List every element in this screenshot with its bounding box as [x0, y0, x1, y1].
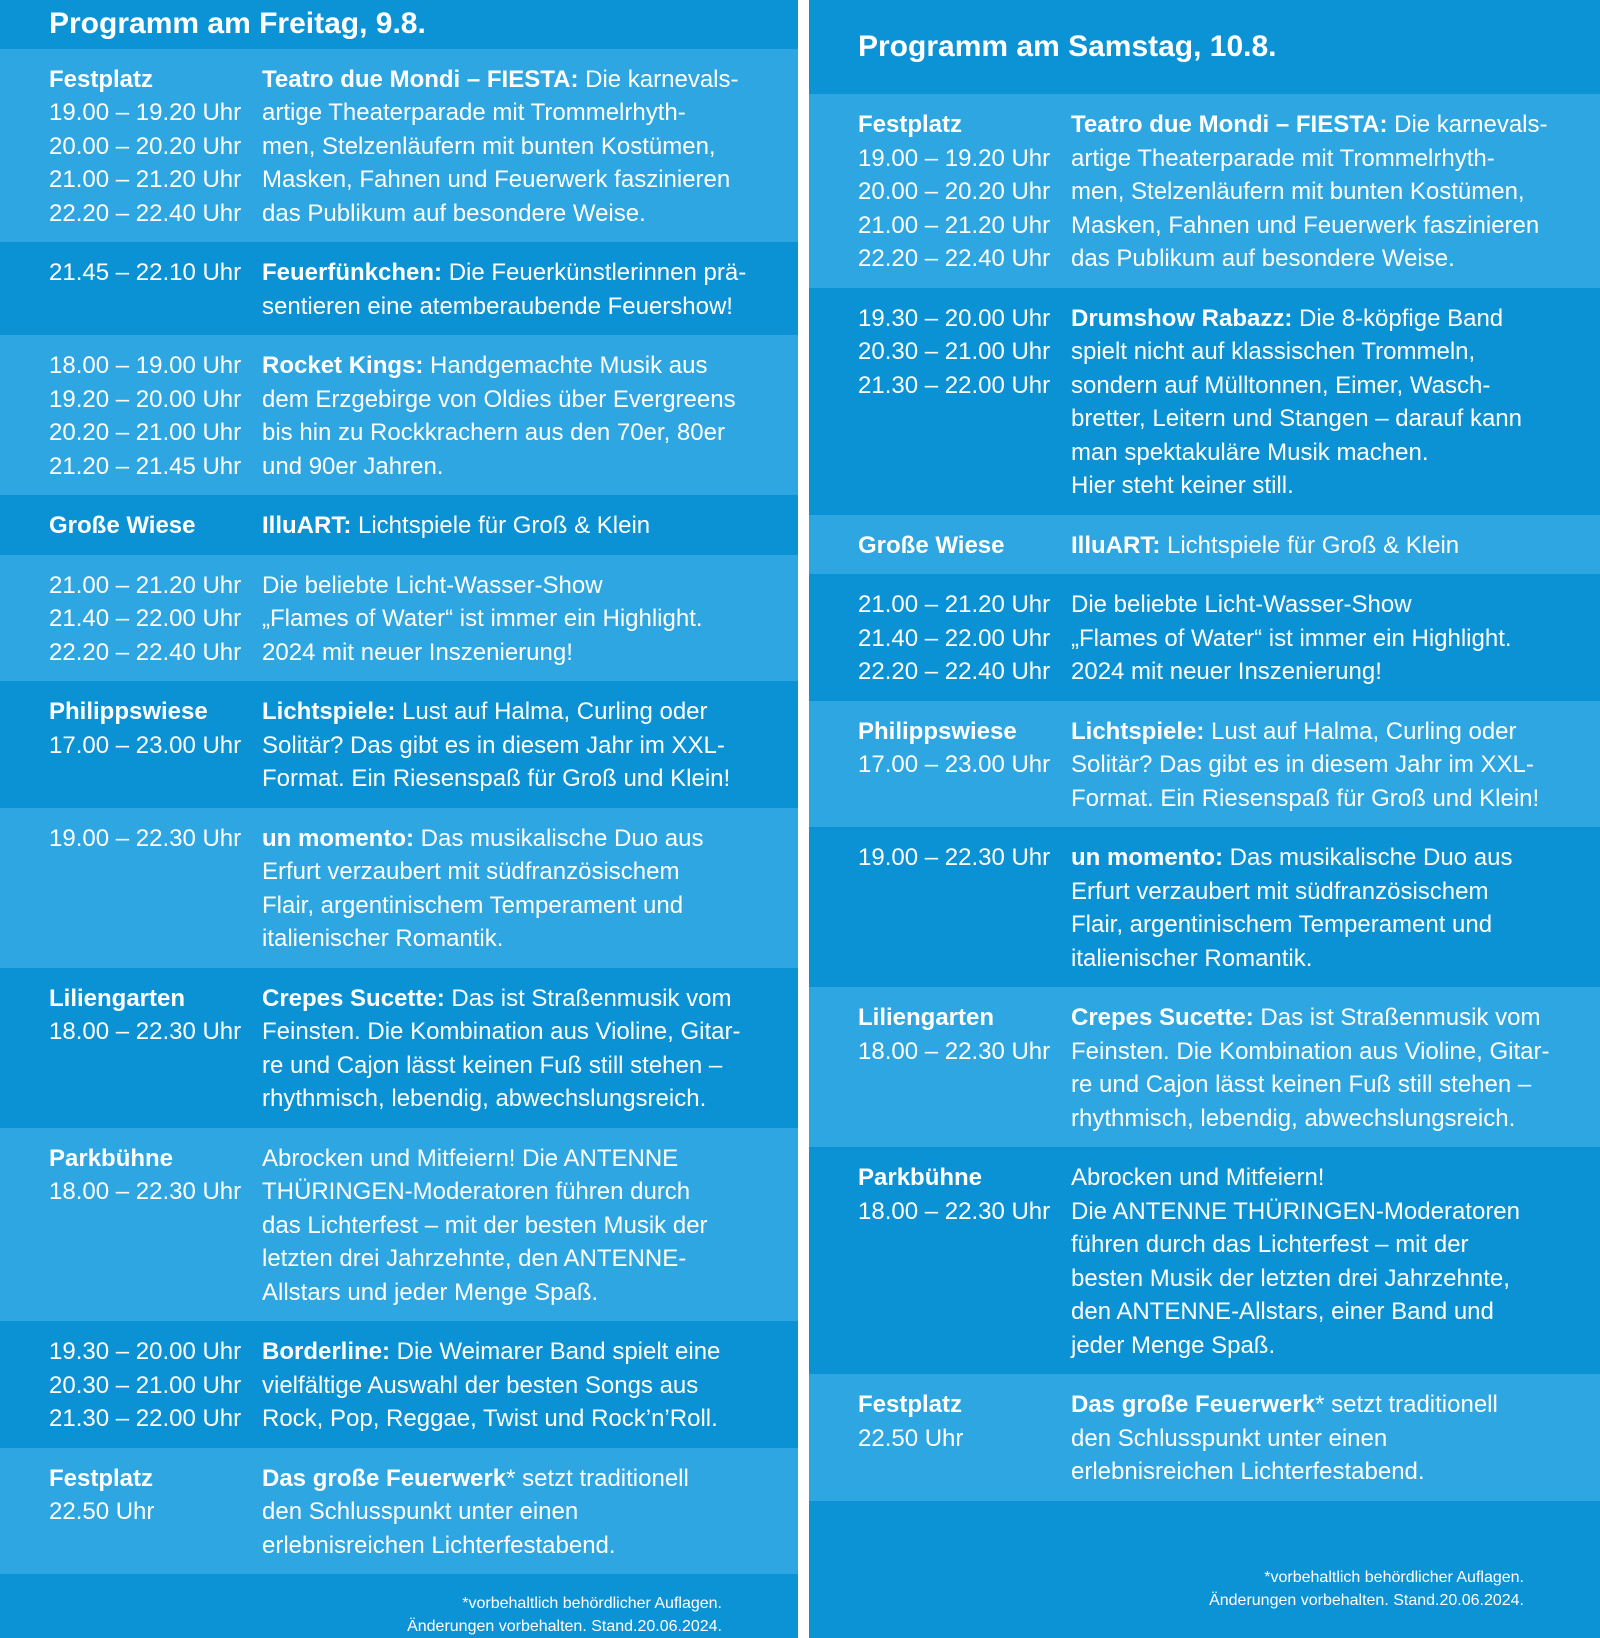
description-line: [1071, 1068, 1580, 1102]
description-text: italienischer Romantik.: [1071, 944, 1313, 972]
description-line: [1071, 209, 1580, 243]
footer-note: Änderungen vorbehalten. Stand.20.06.2024.: [1209, 1592, 1524, 1609]
program-row: [809, 1374, 1600, 1501]
time-slot: 19.30 – 20.00 Uhr: [49, 1338, 242, 1365]
description-text: Rock, Pop, Reggae, Twist und Rock’n’Roll.: [262, 1405, 718, 1432]
row-time-column: [49, 1462, 262, 1563]
description-line: [1071, 335, 1580, 369]
description-line: [262, 1015, 778, 1049]
venue-name: Festplatz: [49, 1464, 154, 1492]
venue-name: Festplatz: [49, 65, 154, 93]
event-description: [262, 1335, 798, 1436]
description-text: den ANTENNE-Allstars, einer Band und: [1071, 1298, 1494, 1325]
description-line: [262, 416, 778, 450]
event-description: [1071, 529, 1600, 563]
description-line: [262, 1209, 778, 1243]
time-slot: 21.20 – 21.45 Uhr: [49, 452, 242, 480]
description-text: und 90er Jahren.: [262, 452, 444, 480]
description-line: [262, 450, 778, 484]
event-title: IlluART:: [1071, 531, 1161, 559]
description-line: [1071, 715, 1580, 749]
event-description: [262, 256, 798, 323]
event-description: [262, 63, 798, 231]
description-line: [1071, 875, 1580, 909]
description-line: [262, 822, 778, 856]
event-description: [1071, 1388, 1600, 1489]
time-slot: 21.00 – 21.20 Uhr: [49, 571, 242, 599]
description-text: Erfurt verzaubert mit südfranzösischem: [262, 858, 680, 885]
friday-program-list: [0, 49, 798, 1575]
description-line: [1071, 782, 1580, 816]
time-slot: 18.00 – 22.30 Uhr: [49, 1018, 242, 1045]
description-text: italienischer Romantik.: [262, 925, 504, 952]
event-description: [262, 349, 798, 483]
description-text: bis hin zu Rockkrachern aus den 70er, 80er: [262, 419, 725, 446]
time-slot: 21.40 – 22.00 Uhr: [49, 605, 242, 632]
friday-title: Programm am Freitag, 9.8.: [0, 0, 798, 49]
event-description: [1071, 715, 1600, 816]
description-text: „Flames of Water“ ist immer ein Highlight.: [1071, 624, 1512, 652]
description-line: [262, 602, 778, 636]
description-line: [1071, 1102, 1580, 1136]
description-line: [1071, 588, 1580, 622]
footer-note: *vorbehaltlich behördlicher Auflagen.: [1264, 1569, 1524, 1586]
program-row: [0, 968, 798, 1128]
row-time-column: [858, 108, 1071, 276]
description-text: das Publikum auf besondere Weise.: [1071, 245, 1455, 272]
description-line: [1071, 1195, 1580, 1229]
description-text: re und Cajon lässt keinen Fuß still stehen –: [1071, 1071, 1532, 1098]
venue-name: Festplatz: [858, 111, 963, 138]
time-slot: 19.00 – 22.30 Uhr: [49, 824, 242, 852]
event-description: [1071, 588, 1600, 689]
event-title: Das große Feuerwerk: [1071, 1391, 1316, 1418]
description-line: [262, 1402, 778, 1436]
time-slot: 22.20 – 22.40 Uhr: [858, 245, 1051, 272]
description-line: [262, 762, 778, 796]
row-time-column: [49, 569, 262, 670]
description-text: man spektakuläre Musik machen.: [1071, 438, 1429, 466]
event-title: Feuerfünkchen:: [262, 259, 443, 286]
event-description: [262, 1142, 798, 1310]
event-description: [1071, 1001, 1600, 1135]
program-row: [809, 288, 1600, 515]
event-title: IlluART:: [262, 512, 352, 539]
program-row: [809, 701, 1600, 828]
event-title: Lichtspiele:: [262, 698, 396, 725]
description-line: [262, 855, 778, 889]
time-slot: 18.00 – 22.30 Uhr: [49, 1178, 242, 1205]
program-row: [809, 1147, 1600, 1374]
description-line: [1071, 942, 1580, 976]
description-text: Masken, Fahnen und Feuerwerk faszinieren: [1071, 211, 1540, 239]
description-text: Die beliebte Licht-Wasser-Show: [262, 571, 603, 599]
description-text: den Schlusspunkt unter einen: [262, 1498, 579, 1525]
row-time-column: [858, 1001, 1071, 1135]
time-slot: 19.00 – 19.20 Uhr: [858, 144, 1051, 172]
description-text: Die ANTENNE THÜRINGEN-Moderatoren: [1071, 1197, 1521, 1225]
description-text: men, Stelzenläufern mit bunten Kostümen,: [1071, 178, 1525, 205]
description-text: das Lichterfest – mit der besten Musik der: [262, 1211, 708, 1239]
program-row: [809, 574, 1600, 701]
description-text: dem Erzgebirge von Oldies über Evergreens: [262, 385, 736, 413]
description-text: rhythmisch, lebendig, abwechslungsreich.: [1071, 1104, 1516, 1132]
description-text: Abrocken und Mitfeiern!: [1071, 1164, 1325, 1191]
description-line: [262, 695, 778, 729]
description-text: Format. Ein Riesenspaß für Groß und Klein!: [262, 765, 731, 792]
description-text: Flair, argentinischem Temperament und: [1071, 911, 1493, 938]
description-line: [262, 1276, 778, 1310]
event-title: Drumshow Rabazz:: [1071, 304, 1293, 332]
description-line: [1071, 469, 1580, 503]
description-text: artige Theaterparade mit Trommelrhyth-: [262, 99, 686, 126]
description-line: [1071, 402, 1580, 436]
description-line: [262, 349, 778, 383]
description-line: [262, 383, 778, 417]
description-text: Feinsten. Die Kombination aus Violine, Gitar-: [1071, 1037, 1550, 1065]
time-slot: 20.30 – 21.00 Uhr: [858, 338, 1051, 365]
description-text: Erfurt verzaubert mit südfranzösischem: [1071, 877, 1489, 905]
description-line: [262, 163, 778, 197]
description-line: [262, 922, 778, 956]
description-text: Feinsten. Die Kombination aus Violine, Gitar-: [262, 1018, 741, 1045]
description-line: [262, 1529, 778, 1563]
description-line: [1071, 369, 1580, 403]
description-text: Die karnevals-: [578, 65, 739, 93]
program-row: [809, 827, 1600, 987]
time-slot: 21.00 – 21.20 Uhr: [49, 166, 242, 193]
event-title: Das große Feuerwerk: [262, 1464, 507, 1492]
description-text: Die beliebte Licht-Wasser-Show: [1071, 591, 1412, 618]
program-row: [0, 1321, 798, 1448]
program-row: [809, 94, 1600, 288]
description-text: Die Weimarer Band spielt eine: [390, 1338, 721, 1365]
venue-name: Große Wiese: [49, 512, 196, 539]
row-time-column: [858, 715, 1071, 816]
description-text: erlebnisreichen Lichterfestabend.: [262, 1531, 616, 1559]
row-time-column: [49, 256, 262, 323]
row-time-column: [49, 349, 262, 483]
event-description: [1071, 302, 1600, 503]
event-description: [1071, 841, 1600, 975]
program-row: [0, 1128, 798, 1322]
description-line: [262, 1369, 778, 1403]
description-text: men, Stelzenläufern mit bunten Kostümen,: [262, 132, 716, 160]
time-slot: 21.00 – 21.20 Uhr: [858, 211, 1051, 239]
venue-name: Liliengarten: [858, 1004, 995, 1031]
time-slot: 21.40 – 22.00 Uhr: [858, 624, 1051, 652]
time-slot: 17.00 – 23.00 Uhr: [858, 751, 1051, 778]
time-slot: 22.20 – 22.40 Uhr: [49, 638, 242, 666]
row-time-column: [858, 588, 1071, 689]
time-slot: 20.00 – 20.20 Uhr: [49, 132, 242, 160]
footer-note: Änderungen vorbehalten. Stand.20.06.2024.: [407, 1618, 722, 1635]
description-line: [262, 1462, 778, 1496]
time-slot: 21.30 – 22.00 Uhr: [858, 371, 1051, 399]
event-title: Lichtspiele:: [1071, 717, 1205, 745]
time-slot: 19.20 – 20.00 Uhr: [49, 385, 242, 413]
description-line: [1071, 302, 1580, 336]
event-title: un momento:: [1071, 844, 1223, 871]
row-time-column: [49, 982, 262, 1116]
description-line: [262, 130, 778, 164]
event-title: Crepes Sucette:: [1071, 1004, 1254, 1031]
description-line: [1071, 436, 1580, 470]
description-text: besten Musik der letzten drei Jahrzehnte,: [1071, 1264, 1510, 1292]
description-text: THÜRINGEN-Moderatoren führen durch: [262, 1178, 691, 1205]
row-time-column: [858, 302, 1071, 503]
description-text: re und Cajon lässt keinen Fuß still stehen –: [262, 1051, 723, 1079]
description-line: [1071, 1388, 1580, 1422]
description-line: [262, 889, 778, 923]
program-row: [0, 242, 798, 335]
description-line: [262, 63, 778, 97]
program-row: [0, 808, 798, 968]
description-text: jeder Menge Spaß.: [1071, 1331, 1276, 1359]
description-line: [262, 1082, 778, 1116]
description-text: Die 8-köpfige Band: [1292, 304, 1504, 332]
description-text: bretter, Leitern und Stangen – darauf kann: [1071, 405, 1522, 432]
program-row: [0, 555, 798, 682]
event-description: [262, 822, 798, 956]
time-slot: 22.50 Uhr: [49, 1498, 155, 1525]
description-text: Das ist Straßenmusik vom: [444, 984, 732, 1012]
event-title: un momento:: [262, 824, 414, 852]
description-text: Handgemachte Musik aus: [423, 352, 708, 379]
program-row: [0, 335, 798, 495]
description-text: Lust auf Halma, Curling oder: [395, 698, 708, 725]
description-line: [1071, 175, 1580, 209]
description-line: [262, 290, 778, 324]
description-text: den Schlusspunkt unter einen: [1071, 1424, 1388, 1452]
description-text: Die karnevals-: [1387, 111, 1548, 138]
row-time-column: [858, 529, 1071, 563]
row-time-column: [49, 822, 262, 956]
description-line: [1071, 1228, 1580, 1262]
description-line: [1071, 1262, 1580, 1296]
description-line: [1071, 1161, 1580, 1195]
description-text: Allstars und jeder Menge Spaß.: [262, 1278, 599, 1306]
description-text: Flair, argentinischem Temperament und: [262, 891, 684, 919]
event-description: [1071, 108, 1600, 276]
time-slot: 22.50 Uhr: [858, 1424, 964, 1452]
event-title: Crepes Sucette:: [262, 984, 445, 1012]
venue-name: Philippswiese: [49, 698, 208, 725]
venue-name: Große Wiese: [858, 531, 1005, 559]
description-text: Lichtspiele für Groß & Klein: [351, 512, 651, 539]
row-time-column: [49, 509, 262, 543]
description-text: sentieren eine atemberaubende Feuershow!: [262, 292, 733, 320]
description-text: Abrocken und Mitfeiern! Die ANTENNE: [262, 1144, 679, 1172]
description-text: Hier steht keiner still.: [1071, 472, 1294, 499]
event-description: [262, 569, 798, 670]
venue-name: Festplatz: [858, 1391, 963, 1418]
event-description: [262, 1462, 798, 1563]
event-description: [262, 982, 798, 1116]
description-line: [262, 729, 778, 763]
description-text: Die Feuerkünstlerinnen prä-: [442, 259, 747, 286]
description-text: Lichtspiele für Groß & Klein: [1160, 531, 1460, 559]
event-title: Borderline:: [262, 1338, 391, 1365]
description-line: [262, 197, 778, 231]
description-text: Lust auf Halma, Curling oder: [1204, 717, 1517, 745]
description-line: [1071, 622, 1580, 656]
time-slot: 20.20 – 21.00 Uhr: [49, 419, 242, 446]
description-line: [1071, 1329, 1580, 1363]
saturday-footer: [809, 1548, 1600, 1638]
saturday-panel: [809, 0, 1600, 1638]
saturday-title: Programm am Samstag, 10.8.: [809, 0, 1600, 94]
row-time-column: [49, 63, 262, 231]
time-slot: 20.00 – 20.20 Uhr: [858, 178, 1051, 205]
event-description: [262, 695, 798, 796]
description-line: [1071, 108, 1580, 142]
description-line: [1071, 655, 1580, 689]
footer-note: *vorbehaltlich behördlicher Auflagen.: [462, 1595, 722, 1612]
description-line: [1071, 748, 1580, 782]
event-description: [1071, 1161, 1600, 1362]
description-text: Das musikalische Duo aus: [413, 824, 704, 852]
description-text: „Flames of Water“ ist immer ein Highlight.: [262, 605, 703, 632]
description-text: spielt nicht auf klassischen Trommeln,: [1071, 338, 1476, 365]
description-line: [1071, 142, 1580, 176]
program-row: [809, 515, 1600, 575]
friday-panel: [0, 0, 798, 1638]
venue-name: Liliengarten: [49, 984, 186, 1012]
description-line: [262, 1242, 778, 1276]
row-time-column: [49, 1335, 262, 1436]
event-description: [262, 509, 798, 543]
program-row: [0, 681, 798, 808]
description-line: [1071, 1422, 1580, 1456]
time-slot: 21.45 – 22.10 Uhr: [49, 259, 242, 286]
row-time-column: [858, 1388, 1071, 1489]
venue-name: Philippswiese: [858, 717, 1017, 745]
description-text: Format. Ein Riesenspaß für Groß und Klein!: [1071, 784, 1540, 812]
description-line: [262, 569, 778, 603]
venue-name: Parkbühne: [49, 1144, 174, 1172]
row-time-column: [49, 695, 262, 796]
description-text: führen durch das Lichterfest – mit der: [1071, 1231, 1469, 1258]
description-text: artige Theaterparade mit Trommelrhyth-: [1071, 144, 1495, 172]
description-line: [1071, 908, 1580, 942]
venue-name: Parkbühne: [858, 1164, 983, 1191]
friday-footer: [0, 1574, 798, 1638]
saturday-program-list: [809, 94, 1600, 1548]
time-slot: 21.00 – 21.20 Uhr: [858, 591, 1051, 618]
event-title: Rocket Kings:: [262, 352, 424, 379]
event-title: Teatro due Mondi – FIESTA:: [262, 65, 579, 93]
description-text: 2024 mit neuer Inszenierung!: [1071, 658, 1382, 685]
description-text: Masken, Fahnen und Feuerwerk faszinieren: [262, 166, 731, 193]
time-slot: 20.30 – 21.00 Uhr: [49, 1371, 242, 1399]
description-line: [1071, 529, 1580, 563]
description-line: [1071, 1035, 1580, 1069]
description-line: [262, 1175, 778, 1209]
time-slot: 21.30 – 22.00 Uhr: [49, 1405, 242, 1432]
time-slot: 19.30 – 20.00 Uhr: [858, 304, 1051, 332]
description-line: [1071, 242, 1580, 276]
time-slot: 18.00 – 19.00 Uhr: [49, 352, 242, 379]
program-row: [0, 49, 798, 243]
time-slot: 22.20 – 22.40 Uhr: [858, 658, 1051, 685]
description-line: [262, 509, 778, 543]
description-text: Das ist Straßenmusik vom: [1253, 1004, 1541, 1031]
description-text: Solitär? Das gibt es in diesem Jahr im XXL-: [262, 731, 725, 759]
description-line: [262, 1142, 778, 1176]
description-text: * setzt traditionell: [506, 1464, 689, 1492]
program-row: [0, 1448, 798, 1575]
description-text: rhythmisch, lebendig, abwechslungsreich.: [262, 1085, 707, 1112]
time-slot: 19.00 – 22.30 Uhr: [858, 844, 1051, 871]
description-text: Solitär? Das gibt es in diesem Jahr im XXL-: [1071, 751, 1534, 778]
description-line: [262, 96, 778, 130]
description-text: vielfältige Auswahl der besten Songs aus: [262, 1371, 699, 1399]
description-text: 2024 mit neuer Inszenierung!: [262, 638, 573, 666]
row-time-column: [858, 841, 1071, 975]
description-line: [1071, 1455, 1580, 1489]
time-slot: 19.00 – 19.20 Uhr: [49, 99, 242, 126]
description-line: [262, 1495, 778, 1529]
description-line: [1071, 841, 1580, 875]
program-row: [809, 987, 1600, 1147]
description-text: Das musikalische Duo aus: [1222, 844, 1513, 871]
time-slot: 17.00 – 23.00 Uhr: [49, 731, 242, 759]
row-time-column: [49, 1142, 262, 1310]
program-row: [0, 495, 798, 555]
description-text: erlebnisreichen Lichterfestabend.: [1071, 1458, 1425, 1485]
time-slot: 18.00 – 22.30 Uhr: [858, 1037, 1051, 1065]
description-text: das Publikum auf besondere Weise.: [262, 199, 646, 227]
description-line: [262, 982, 778, 1016]
description-line: [262, 636, 778, 670]
time-slot: 18.00 – 22.30 Uhr: [858, 1197, 1051, 1225]
time-slot: 22.20 – 22.40 Uhr: [49, 199, 242, 227]
row-time-column: [858, 1161, 1071, 1362]
description-text: letzten drei Jahrzehnte, den ANTENNE-: [262, 1245, 687, 1272]
description-line: [262, 1049, 778, 1083]
description-line: [262, 256, 778, 290]
description-line: [1071, 1295, 1580, 1329]
event-title: Teatro due Mondi – FIESTA:: [1071, 111, 1388, 138]
description-text: * setzt traditionell: [1315, 1391, 1498, 1418]
description-line: [1071, 1001, 1580, 1035]
description-line: [262, 1335, 778, 1369]
description-text: sondern auf Mülltonnen, Eimer, Wasch-: [1071, 371, 1491, 399]
